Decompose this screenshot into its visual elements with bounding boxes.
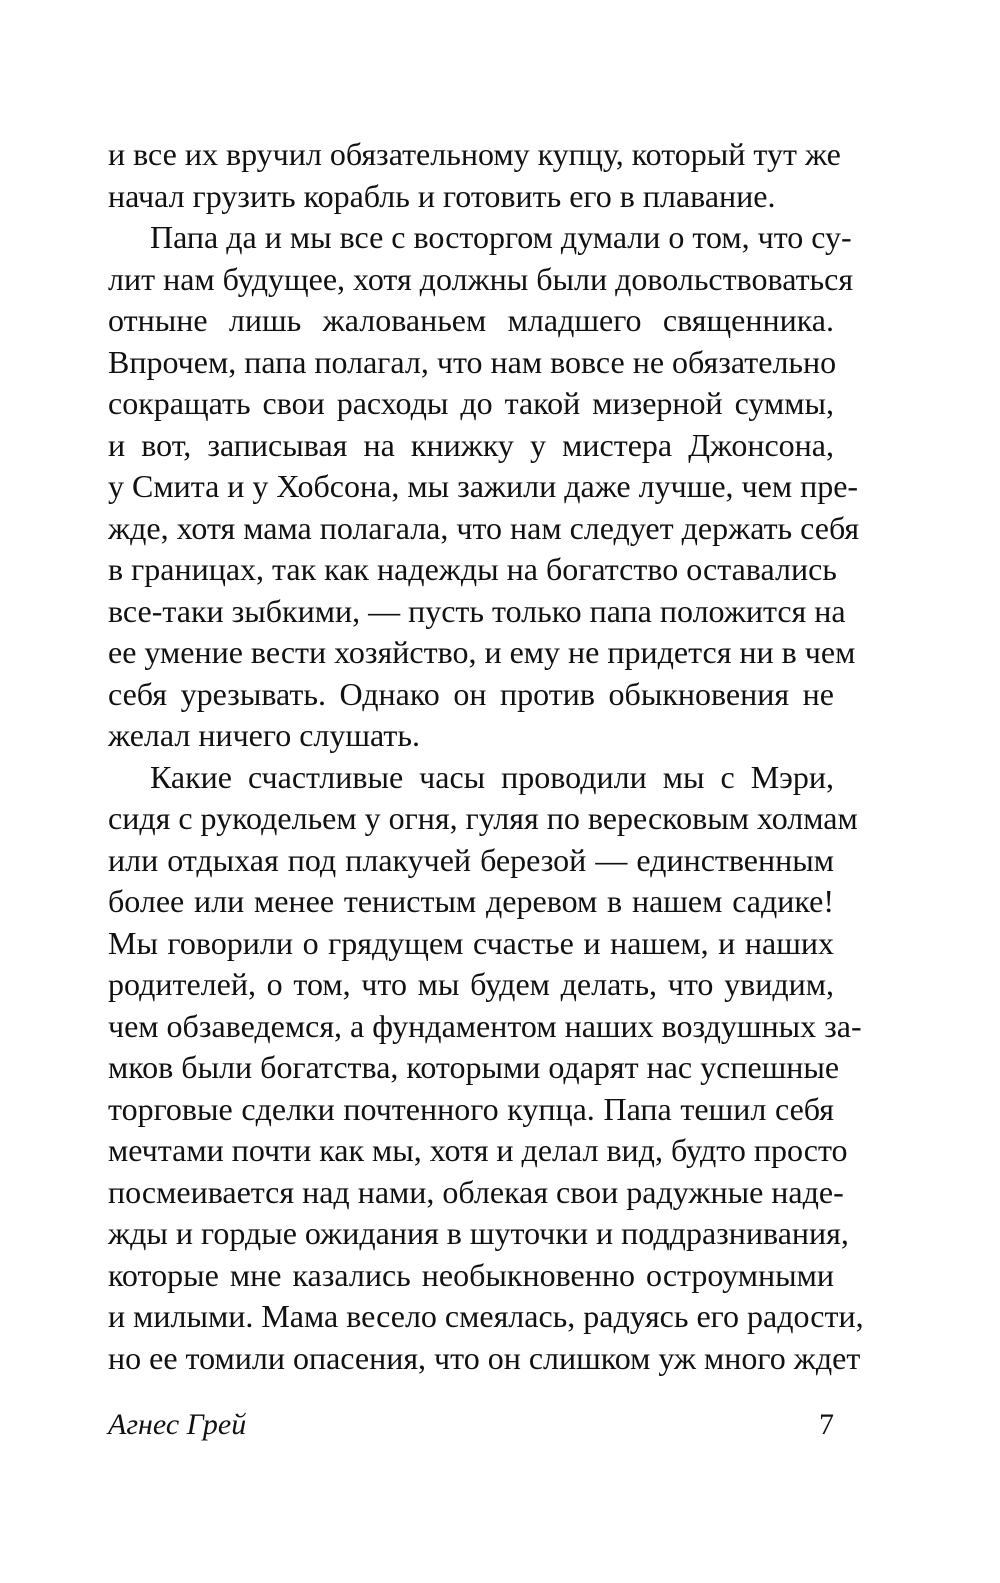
text-line: себя урезывать. Однако он против обыкновения не [108,675,834,712]
text-line: сокращать свои расходы до такой мизерной суммы, [108,385,834,421]
text-line: отныне лишь жалованьем младшего священника. [108,302,834,338]
text-line: но ее томили опасения, что он слишком уж много ждет [108,1339,861,1376]
text-line: и вот, записывая на книжку у мистера Джонсона, [108,426,834,463]
text-line: в границах, так как надежды на богатство оставались [108,551,837,587]
text-line: посмеивается над нами, облекая свои радужные наде- [108,1173,844,1210]
text-line: сидя с рукодельем у огня, гуляя по вересковым холмам [108,800,858,836]
text-line: Впрочем, папа полагал, что нам вовсе не обязательно [108,343,837,380]
text-line: или отдыхая под плакучей березой — единственным [108,841,834,878]
text-line: начал грузить корабль и готовить его в плавание. [108,177,776,214]
text-line: жды и гордые ожидания в шуточки и поддразнивания, [108,1215,849,1251]
text-line: Какие счастливые часы проводили мы с Мэри, [150,758,834,795]
text-line: торговые сделки почтенного купца. Папа тешил себя [108,1090,834,1127]
text-line: мков были богатства, которыми одарят нас успешные [108,1049,840,1085]
text-line: все-таки зыбкими, — пусть только папа положится на [108,592,846,629]
text-line: ее умение вести хозяйство, и ему не придется ни в чем [108,634,856,670]
running-title: Агнес Грей [108,1408,247,1441]
text-line: и все их вручил обязательному купцу, который тут же [108,136,841,172]
text-line: чем обзаведемся, а фундаментом наших воздушных за- [108,1007,862,1044]
page-footer [108,1403,834,1447]
text-line: Папа да и мы все с восторгом думали о том, что су- [150,219,852,255]
text-line: мечтами почти как мы, хотя и делал вид, будто просто [108,1132,848,1168]
text-line: более или менее тенистым деревом в нашем садике! [108,883,834,919]
text-line: и милыми. Мама весело смеялась, радуясь его радости, [108,1298,864,1334]
text-line: у Смита и у Хобсона, мы зажили даже лучше, чем пре- [108,468,859,504]
text-line: лит нам будущее, хотя должны были довольствоваться [108,260,854,297]
page-number: 7 [819,1408,834,1441]
text-line: Мы говорили о грядущем счастье и нашем, и наших [108,924,834,961]
text-line: родителей, о том, что мы будем делать, что увидим, [108,966,834,1002]
text-line: желал ничего слушать. [108,717,420,753]
text-line: жде, хотя мама полагала, что нам следует держать себя [108,509,860,546]
text-line: которые мне казались необыкновенно остроумными [108,1256,834,1293]
body-text [108,134,864,1379]
